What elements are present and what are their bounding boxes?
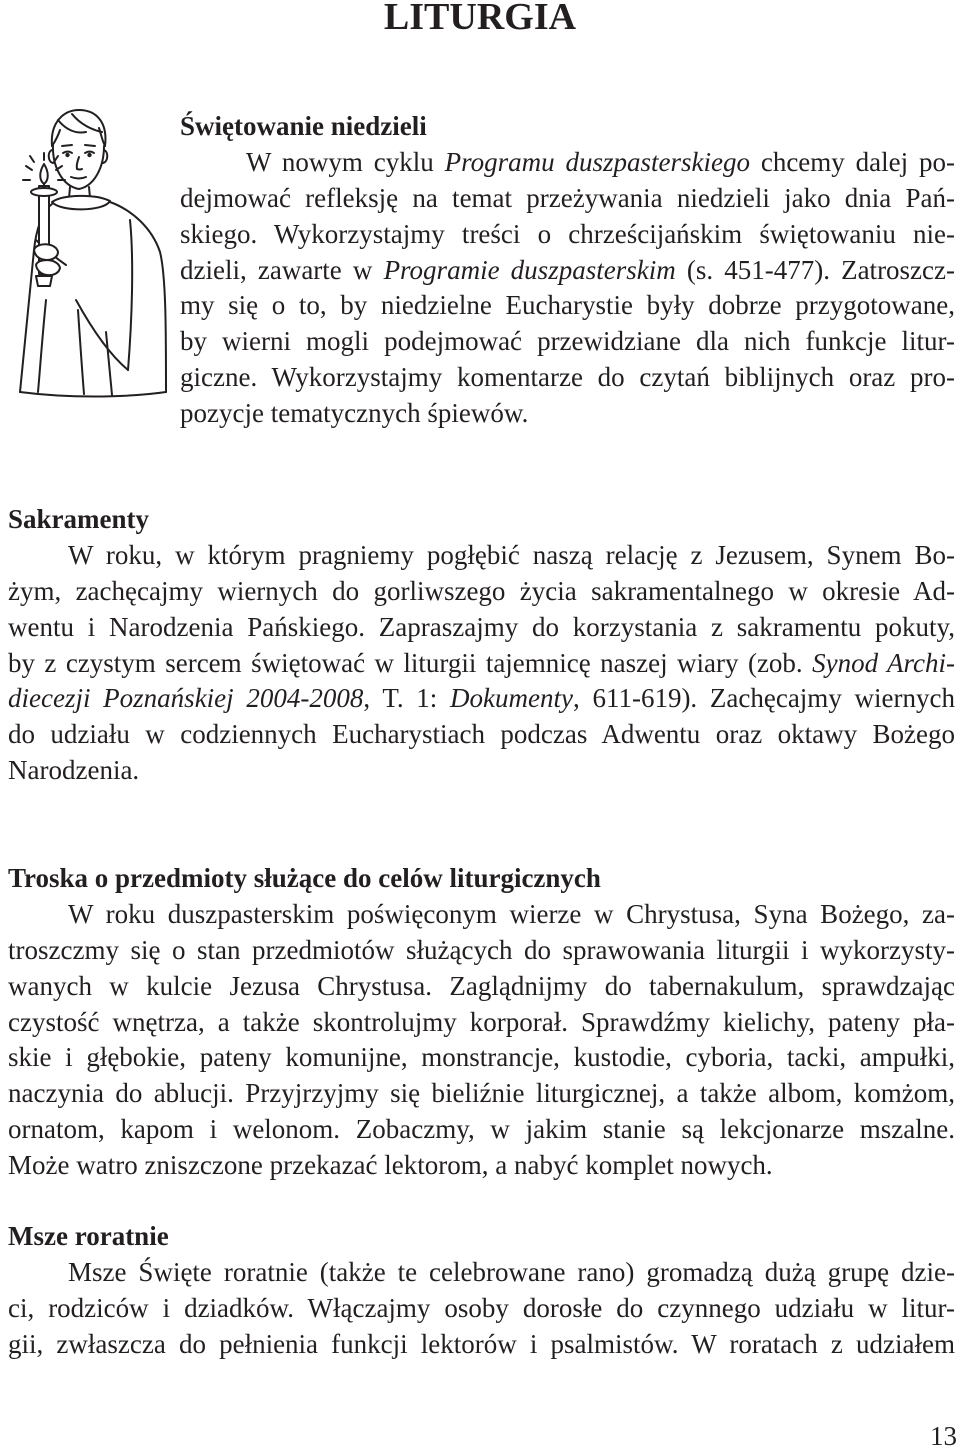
text-line: ornatom, kapom i welonom. Zobaczmy, w jakim stanie są lekcjonarze mszalne.: [8, 1114, 955, 1145]
text-line: Msze Święte roratnie (także te celebrowane rano) gromadzą dużą grupę dzie-: [68, 1256, 955, 1287]
collar: [52, 196, 110, 210]
text-line: giczne. Wykorzystajmy komentarze do czytań biblijnych oraz pro-: [180, 362, 955, 393]
hands: [34, 244, 60, 275]
section-heading: Świętowanie niedzieli: [180, 111, 427, 141]
text-line: wentu i Narodzenia Pańskiego. Zapraszajmy do korzystania z sakramentu pokuty,: [8, 611, 955, 642]
text-line: żym, zachęcajmy wiernych do gorliwszego życia sakramentalnego w okresie Ad-: [8, 575, 955, 606]
text-segment: (s. 451-477). Zatroszcz-: [675, 254, 956, 285]
section-heading: Sakramenty: [8, 504, 149, 534]
text-line: do udziału w codziennych Eucharystiach podczas Adwentu oraz oktawy Bożego: [8, 719, 955, 750]
head: [49, 110, 108, 198]
italic-text: Programie duszpasterskim: [383, 254, 676, 285]
text-line: troszczmy się o stan przedmiotów służących do sprawowania liturgii i wykorzysty-: [8, 934, 955, 965]
text-line: W roku, w którym pragniemy pogłębić naszą relację z Jezusem, Synem Bo-: [68, 539, 955, 570]
section-body: [8, 1255, 955, 1363]
italic-text: Programu duszpasterskiego: [444, 146, 750, 177]
section-troska-o-przedmioty: [8, 861, 955, 1184]
section-body: [8, 538, 955, 789]
text-line: [8, 681, 955, 717]
section-sakramenty: [8, 502, 955, 789]
text-segment: , T. 1:: [363, 683, 451, 714]
italic-text: Dokumenty: [450, 683, 573, 714]
text-line: pozycje tematycznych śpiewów.: [180, 398, 529, 429]
text-line: [180, 253, 955, 289]
text-line: naczynia do ablucji. Przyjrzyjmy się bieliźnie liturgicznej, a także albom, komżom,: [8, 1078, 955, 1109]
text-line: Narodzenia.: [8, 755, 140, 786]
section-swietowanie-niedzieli: [180, 109, 955, 432]
text-segment: W nowym cyklu: [246, 146, 445, 177]
text-line: by wierni mogli podejmować przewidziane dla nich funkcje litur-: [180, 326, 955, 357]
text-line: dejmować refleksję na temat przeżywania niedzieli jako dnia Pań-: [180, 182, 955, 213]
text-line: skiego. Wykorzystajmy treści o chrześcijańskim świętowaniu nie-: [180, 218, 955, 249]
text-segment: chcemy dalej po-: [749, 146, 955, 177]
page-number: 13: [930, 1421, 957, 1448]
text-line: gii, zwłaszcza do pełnienia funkcji lektorów i psalmistów. W roratach z udziałem: [8, 1328, 955, 1359]
text-line: Może watro zniszczone przekazać lektorom, a nabyć komplet nowych.: [8, 1150, 773, 1181]
text-line: czystość wnętrza, a także skontrolujmy korporał. Sprawdźmy kielichy, pateny pła-: [8, 1006, 955, 1037]
italic-text: Synod Archi-: [812, 647, 955, 678]
italic-text: diecezji Poznańskiej 2004-2008: [8, 683, 364, 714]
section-heading: Troska o przedmioty służące do celów liturgicznych: [8, 863, 601, 893]
text-line: [8, 646, 955, 682]
text-segment: dzieli, zawarte w: [180, 254, 384, 285]
section-body: [8, 897, 955, 1184]
section-msze-roratnie: [8, 1219, 955, 1363]
section-heading: Msze roratnie: [8, 1221, 169, 1251]
page-title: LITURGIA: [383, 0, 577, 38]
altar-server-illustration: [6, 100, 176, 405]
text-segment: , 611-619). Zachęcajmy wiernych: [572, 683, 955, 714]
text-line: W roku duszpasterskim poświęconym wierze w Chrystusa, Syna Bożego, za-: [68, 898, 955, 929]
text-line: my się o to, by niedzielne Eucharystie były dobrze przygotowane,: [180, 290, 955, 321]
text-line: wanych w kulcie Jezusa Chrystusa. Zaglądnijmy do tabernakulum, sprawdzając: [8, 970, 955, 1001]
text-segment: by z czystym sercem świętować w liturgii tajemnicę naszej wiary (zob.: [8, 647, 813, 678]
text-line: skie i głębokie, pateny komunijne, monstrancje, kustodie, cyboria, tacki, ampułki,: [8, 1042, 955, 1073]
text-line: [180, 145, 955, 181]
section-body: [180, 145, 955, 432]
text-line: ci, rodziców i dziadków. Włączajmy osoby dorosłe do czynnego udziału w litur-: [8, 1292, 955, 1323]
